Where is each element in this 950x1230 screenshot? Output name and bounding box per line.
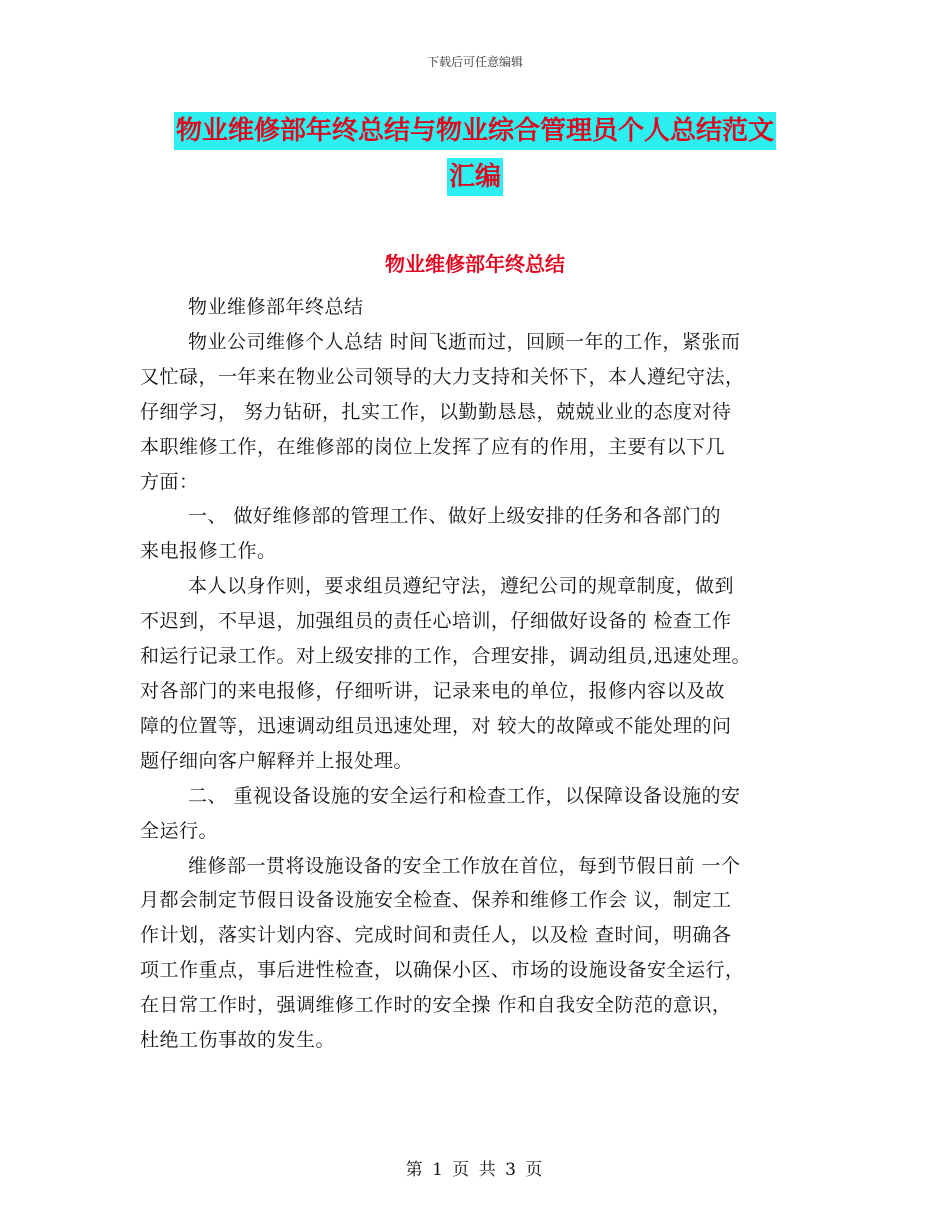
body-line: 来电报修工作。 bbox=[140, 540, 277, 563]
body-line: 本职维修工作，在维修部的岗位上发挥了应有的作用，主要有以下几 bbox=[140, 435, 726, 458]
body-line: 物业维修部年终总结 bbox=[188, 296, 364, 318]
body-line: 本人以身作则，要求组员遵纪守法，遵纪公司的规章制度，做到 bbox=[188, 575, 735, 598]
body-line: 方面： bbox=[140, 470, 199, 493]
document-title bbox=[0, 112, 950, 204]
body-line: 项工作重点，事后进性检查，以确保小区、市场的设施设备安全运行， bbox=[140, 959, 745, 982]
body-line: 作计划，落实计划内容、完成时间和责任人，以及检 查时间，明确各 bbox=[140, 924, 732, 947]
body-line: 一、 做好维修部的管理工作、做好上级安排的任务和各部门的 bbox=[188, 505, 722, 528]
body-line: 全运行。 bbox=[140, 819, 219, 842]
page-footer: 第 1 页 共 3 页 bbox=[405, 1160, 545, 1180]
body-line: 维修部一贯将设施设备的安全工作放在首位，每到节假日前 一个 bbox=[188, 854, 741, 877]
header-note: 下载后可任意编辑 bbox=[426, 55, 523, 69]
section-title: 物业维修部年终总结 bbox=[385, 252, 565, 276]
body-line: 仔细学习， 努力钻研，扎实工作，以勤勤恳恳，兢兢业业的态度对待 bbox=[140, 400, 732, 423]
body-line: 障的位置等，迅速调动组员迅速处理，对 较大的故障或不能处理的问 bbox=[140, 714, 732, 737]
body-line: 和运行记录工作。对上级安排的工作，合理安排，调动组员,迅速处理。 bbox=[140, 645, 752, 668]
title-line-1: 物业维修部年终总结与物业综合管理员个人总结范文 bbox=[174, 112, 776, 150]
body-line: 题仔细向客户解释并上报处理。 bbox=[140, 749, 414, 772]
body-line: 不迟到，不早退，加强组员的责任心培训，仔细做好设备的 检查工作 bbox=[140, 610, 732, 633]
body-line: 杜绝工伤事故的发生。 bbox=[140, 1029, 336, 1052]
body-line: 在日常工作时，强调维修工作时的安全操 作和自我安全防范的意识， bbox=[140, 994, 732, 1017]
body-line: 又忙碌，一年来在物业公司领导的大力支持和关怀下，本人遵纪守法， bbox=[140, 365, 745, 388]
body-line: 二、 重视设备设施的安全运行和检查工作，以保障设备设施的安 bbox=[188, 784, 741, 807]
body-line: 对各部门的来电报修，仔细听讲，记录来电的单位，报修内容以及故 bbox=[140, 679, 726, 702]
body-line: 月都会制定节假日设备设施安全检查、保养和维修工作会 议，制定工 bbox=[140, 889, 732, 912]
body-line: 物业公司维修个人总结 时间飞逝而过，回顾一年的工作，紧张而 bbox=[188, 330, 741, 353]
title-line-2: 汇编 bbox=[447, 158, 503, 196]
body-text bbox=[140, 290, 810, 1058]
